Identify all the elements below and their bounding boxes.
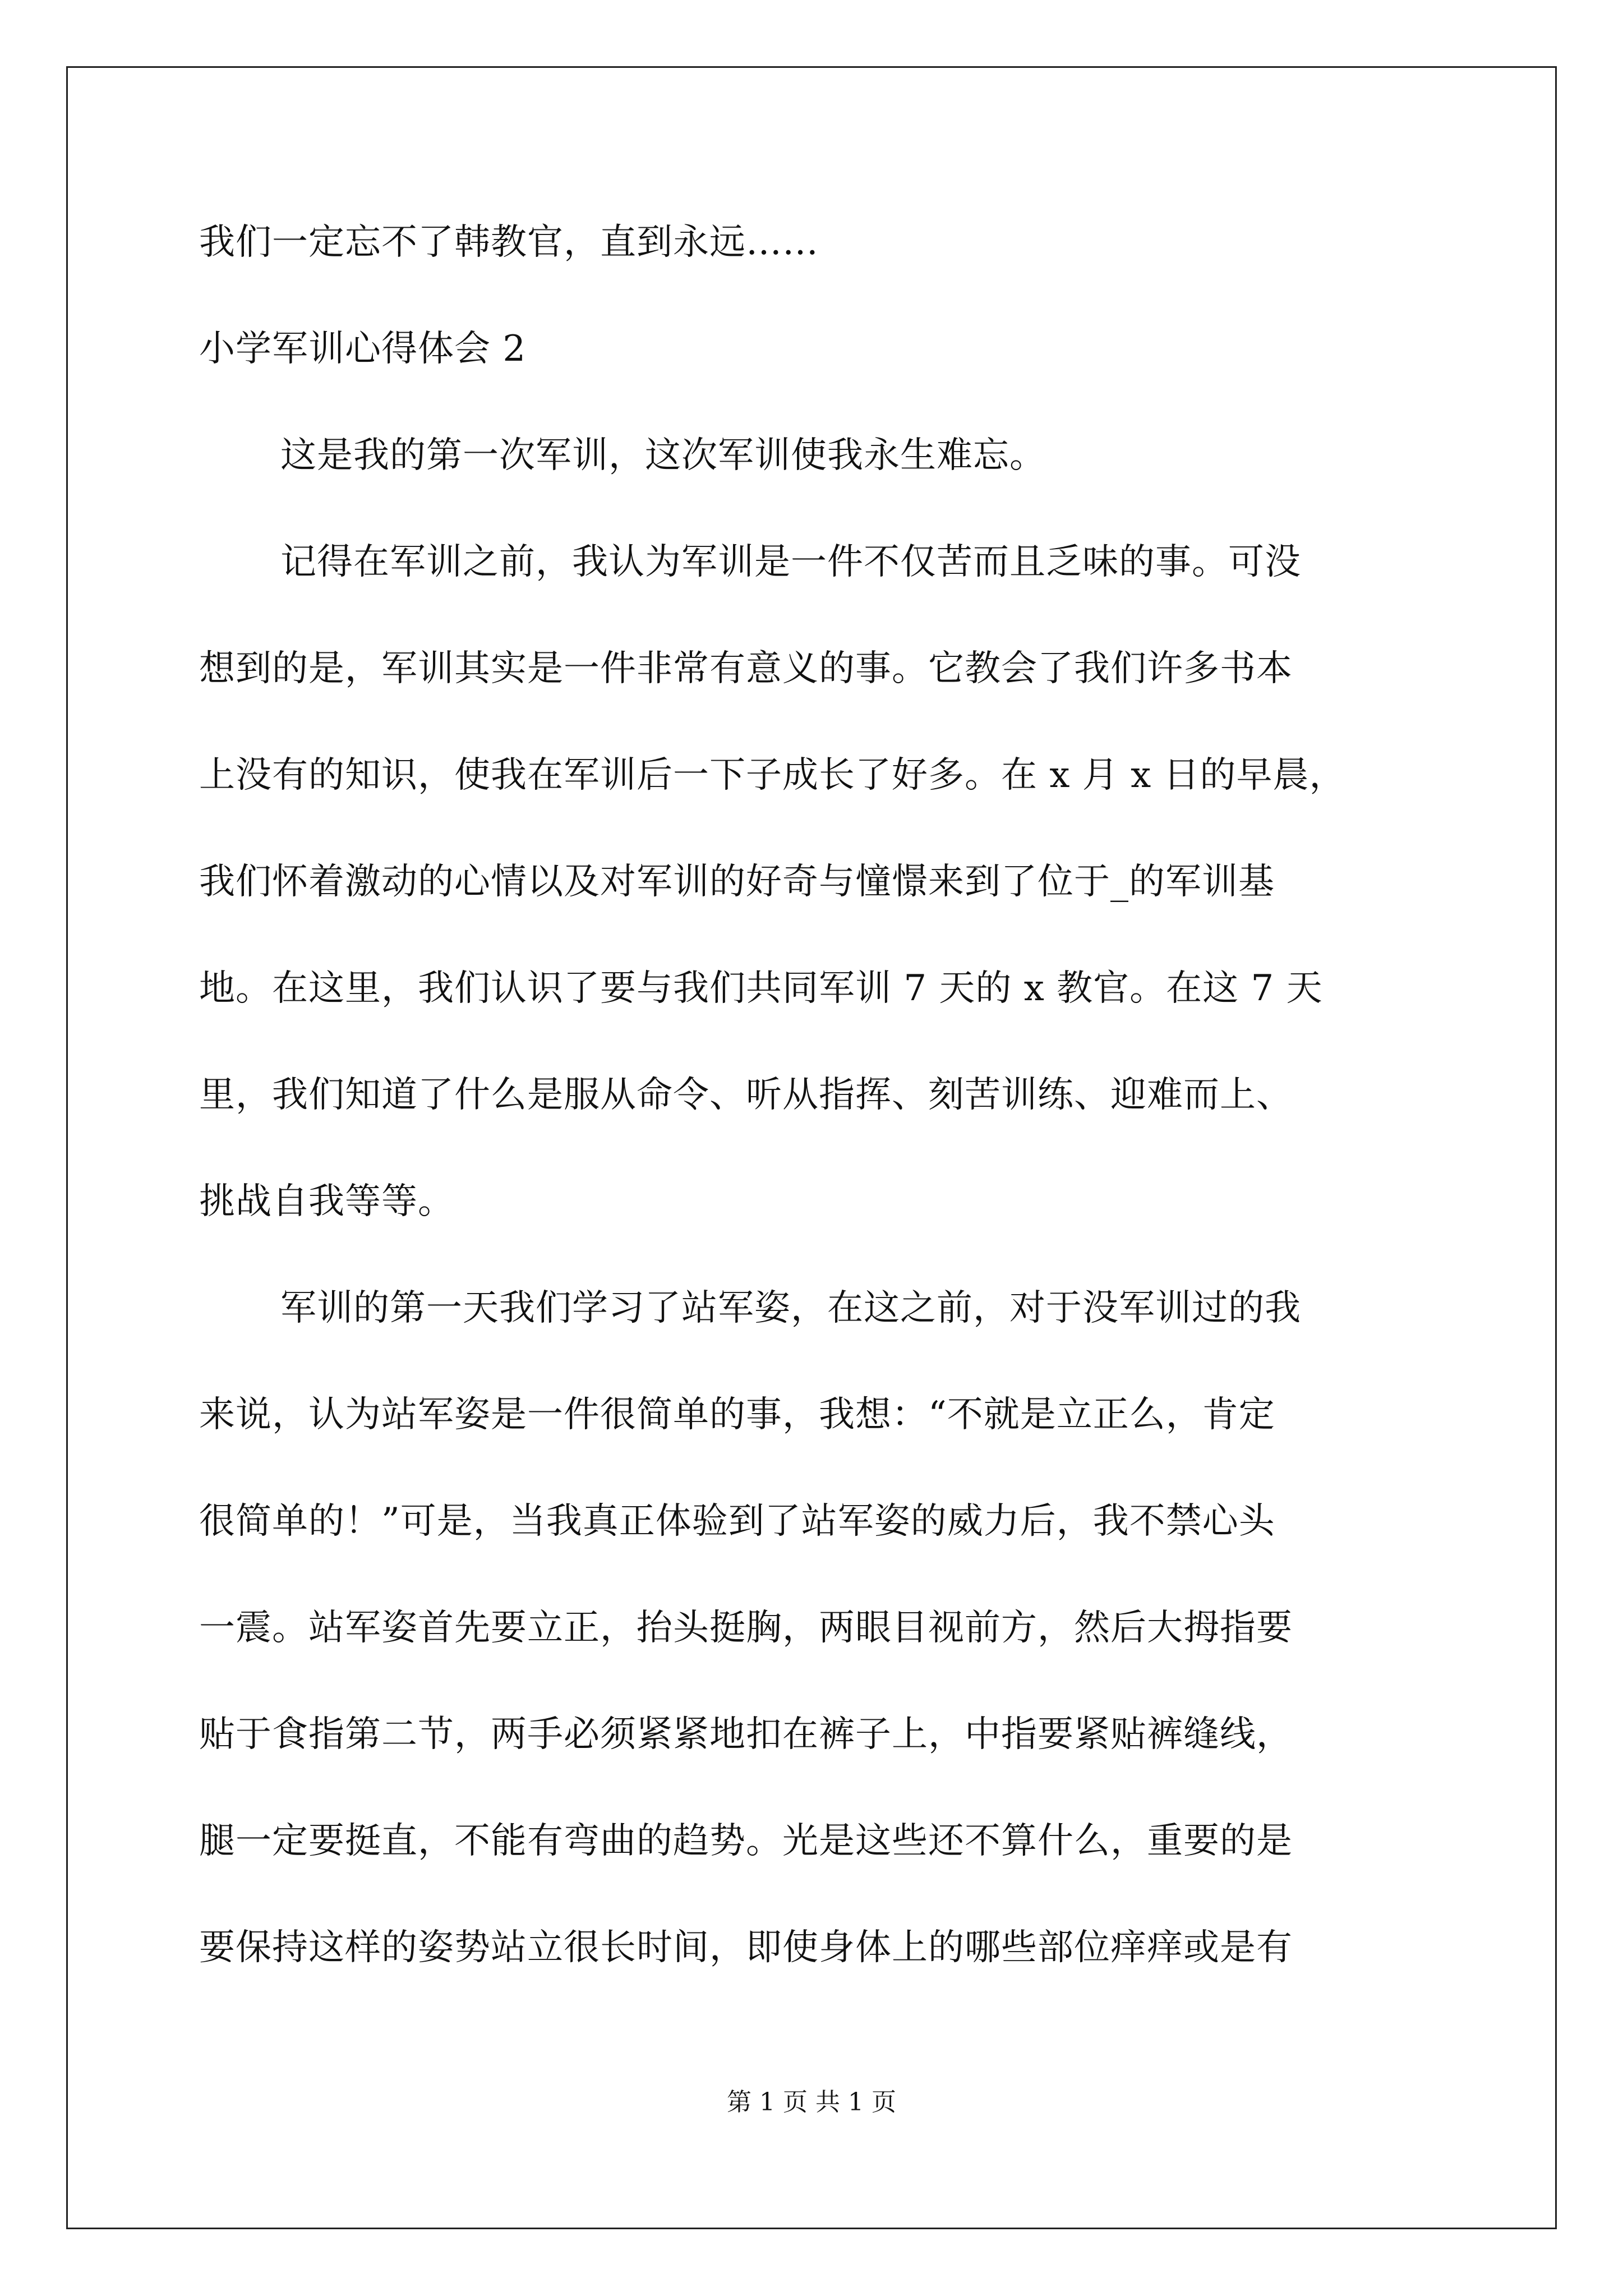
text-line: 地。在这里，我们认识了要与我们共同军训 7 天的 x 教官。在这 7 天 [199,968,1323,1009]
page-footer: 第 1 页 共 1 页 [727,2088,896,2116]
paragraph-start: 这是我的第一次军训，这次军训使我永生难忘。 [280,435,1046,476]
paragraph-start: 军训的第一天我们学习了站军姿，在这之前，对于没军训过的我 [280,1287,1301,1329]
text-line: 我们一定忘不了韩教官，直到永远…… [199,222,819,263]
text-line: 上没有的知识，使我在军训后一下子成长了好多。在 x 月 x 日的早晨， [199,754,1346,796]
document-body [199,216,1433,2028]
text-line: 贴于食指第二节，两手必须紧紧地扣在裤子上，中指要紧贴裤缝线， [199,1714,1293,1755]
section-heading: 小学军训心得体会 2 [199,328,527,370]
text-line: 我们怀着激动的心情以及对军训的好奇与憧憬来到了位于_的军训基 [199,861,1275,903]
text-line: 一震。站军姿首先要立正，抬头挺胸，两眼目视前方，然后大拇指要 [199,1607,1293,1649]
paragraph-start: 记得在军训之前，我认为军训是一件不仅苦而且乏味的事。可没 [280,541,1301,583]
text-line: 很简单的！”可是，当我真正体验到了站军姿的威力后，我不禁心头 [199,1501,1275,1542]
text-line: 里，我们知道了什么是服从命令、听从指挥、刻苦训练、迎难而上、 [199,1074,1293,1116]
text-line: 挑战自我等等。 [199,1181,454,1222]
text-line: 想到的是，军训其实是一件非常有意义的事。它教会了我们许多书本 [199,648,1293,689]
text-line: 要保持这样的姿势站立很长时间，即使身体上的哪些部位痒痒或是有 [199,1927,1293,1968]
text-line: 来说，认为站军姿是一件很简单的事，我想：“不就是立正么，肯定 [199,1394,1275,1435]
text-line: 腿一定要挺直，不能有弯曲的趋势。光是这些还不算什么，重要的是 [199,1820,1293,1862]
